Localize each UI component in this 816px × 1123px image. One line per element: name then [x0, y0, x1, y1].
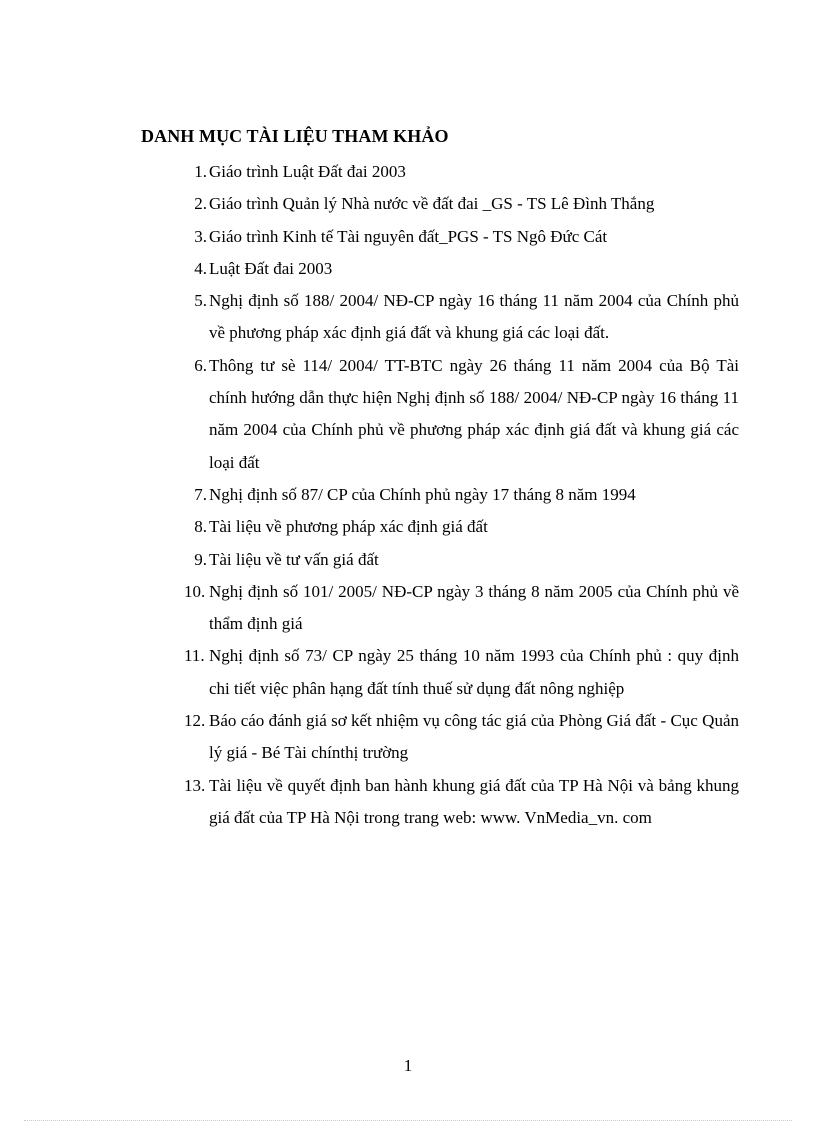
reference-number: 5. [194, 291, 207, 311]
reference-item-8 [171, 511, 739, 543]
reference-item-3 [171, 221, 739, 253]
reference-number: 1. [194, 162, 207, 181]
reference-item-13 [171, 770, 739, 835]
reference-text: Luật Đất đai 2003 [209, 258, 333, 278]
reference-number: 3. [194, 226, 207, 246]
reference-item-12 [171, 705, 739, 770]
reference-text: Giáo trình Kinh tế Tài nguyên đất_PGS - TS Ngô Đức Cát [209, 226, 608, 246]
reference-item-4 [171, 253, 739, 285]
reference-item-9 [171, 544, 739, 576]
reference-text: Giáo trình Luật Đất đai 2003 [209, 162, 406, 181]
reference-item-1 [171, 156, 739, 188]
reference-item-11 [171, 640, 739, 705]
reference-text: Tài liệu về tư vấn giá đất [209, 549, 379, 569]
reference-text: Thông tư sè 114/ 2004/ TT-BTC ngày 26 tháng 11 năm 2004 của Bộ Tài chính hướng dẫn thực hiện Nghị định số 188/ 2004/ NĐ-CP ngày 16 tháng 11 năm 2004 của Chính phủ về phương pháp xác định giá đất và khung giá các loại đất [209, 355, 739, 472]
reference-item-2 [171, 188, 739, 220]
reference-text: Nghị định số 188/ 2004/ NĐ-CP ngày 16 tháng 11 năm 2004 của Chính phủ về phương pháp xác định giá đất và khung giá các loại đất. [209, 291, 739, 343]
reference-text: Tài liệu về quyết định ban hành khung giá đất của TP Hà Nội và bảng khung giá đất của TP Hà Nội trong trang web: www. VnMedia_vn. com [209, 775, 739, 827]
reference-item-7 [171, 479, 739, 511]
page-number: 1 [403, 1056, 413, 1075]
reference-list [171, 156, 739, 834]
reference-list-heading: DANH MỤC TÀI LIỆU THAM KHẢO [141, 126, 449, 146]
reference-number: 9. [194, 549, 207, 569]
reference-number: 13. [184, 775, 206, 795]
page-bottom-divider [24, 1120, 792, 1121]
reference-number: 2. [194, 194, 207, 214]
reference-number: 8. [194, 517, 207, 537]
reference-text: Giáo trình Quản lý Nhà nước về đất đai _GS - TS Lê Đình Thắng [209, 194, 655, 214]
reference-number: 10. [184, 581, 206, 601]
reference-item-6 [171, 350, 739, 479]
reference-number: 6. [194, 355, 207, 375]
reference-number: 7. [194, 484, 207, 504]
reference-item-5 [171, 285, 739, 350]
reference-text: Nghị định số 101/ 2005/ NĐ-CP ngày 3 tháng 8 năm 2005 của Chính phủ về thẩm định giá [209, 581, 739, 634]
reference-text: Báo cáo đánh giá sơ kết nhiệm vụ công tác giá của Phòng Giá đất - Cục Quản lý giá - Bé Tài chínthị trường [209, 711, 739, 763]
reference-number: 4. [194, 258, 207, 278]
reference-text: Tài liệu về phương pháp xác định giá đất [209, 517, 488, 537]
reference-item-10 [171, 576, 739, 641]
reference-text: Nghị định số 73/ CP ngày 25 tháng 10 năm 1993 của Chính phủ : quy định chi tiết việc phân hạng đất tính thuế sử dụng đất nông nghiệp [209, 646, 739, 698]
reference-text: Nghị định số 87/ CP của Chính phủ ngày 17 tháng 8 năm 1994 [209, 484, 636, 504]
reference-number: 11. [184, 646, 205, 666]
reference-number: 12. [184, 711, 206, 731]
